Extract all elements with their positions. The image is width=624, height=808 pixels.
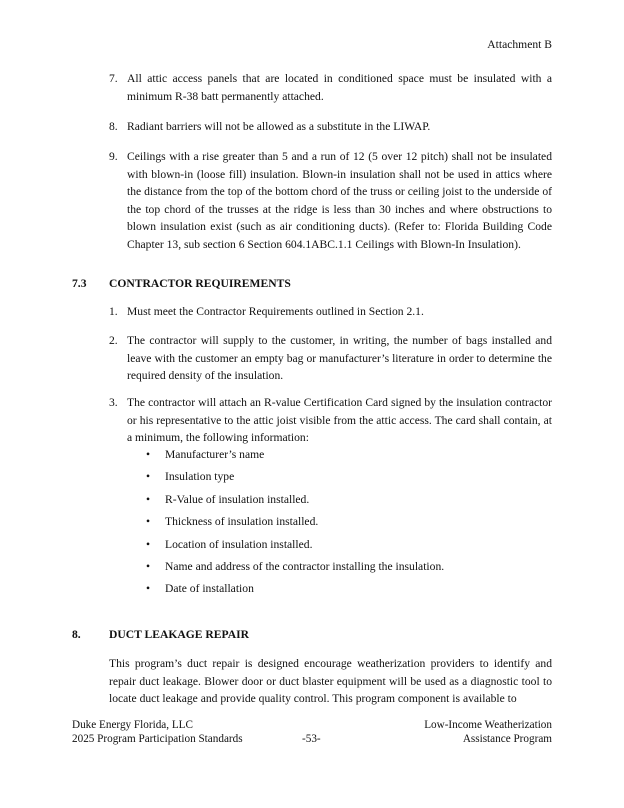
section-number: 7.3	[72, 277, 87, 290]
list-text: All attic access panels that are located in conditioned space must be insulated with a minimum R-38 batt permanently attached.	[127, 72, 552, 103]
footer-company: Duke Energy Florida, LLC	[72, 719, 193, 731]
bullet-glyph: •	[146, 515, 151, 529]
list-item-7	[109, 70, 552, 105]
bullet-glyph: •	[146, 470, 151, 484]
footer-left	[72, 718, 243, 746]
bullet-text: Thickness of insulation installed.	[165, 515, 319, 529]
attachment-label: Attachment B	[487, 38, 552, 51]
footer-right	[424, 718, 552, 746]
list-number: 8.	[109, 120, 118, 133]
list-number: 1.	[109, 305, 118, 318]
list-text: The contractor will attach an R-value Certification Card signed by the insulation contractor or his representative to the attic joist visible from the attic access. The card shall contain, at a minimum, the following information:	[127, 396, 552, 445]
list-number: 3.	[109, 396, 118, 409]
bullet-text: Name and address of the contractor installing the insulation.	[165, 559, 445, 573]
list-text: Ceilings with a rise greater than 5 and a run of 12 (5 over 12 pitch) shall not be insulated with blown-in (loose fill) insulation. Blown-in insulation shall not be used in attics where the distance from the top of the bottom chord of the truss or ceiling joist to the underside of the top chord of the trusses at the ridge is less than 30 inches and where obstructions to blown insulation exist (such as air conditioning ducts). (Refer to: Florida Building Code Chapter 13, sub section 6 Section 604.1ABC.1.1 Ceilings with Blown-In Insulation).	[127, 150, 552, 251]
page-number: -53-	[302, 733, 321, 745]
section-number: 8.	[72, 628, 81, 641]
list-item-9	[109, 148, 552, 254]
bullet-glyph: •	[146, 492, 151, 506]
footer-program-line1: Low-Income Weatherization	[424, 719, 552, 731]
footer-program-line2: Assistance Program	[462, 733, 552, 745]
section-title: CONTRACTOR REQUIREMENTS	[109, 277, 291, 290]
list-text: Must meet the Contractor Requirements outlined in Section 2.1.	[127, 305, 424, 318]
duct-repair-paragraph: This program’s duct repair is designed encourage weatherization providers to identify and repair duct leakage. Blower door or duct blaster equipment will be used as a diagnostic tool to locate duct leakage and provide quality control. This program component is available to	[109, 657, 552, 706]
bullet-glyph: •	[146, 559, 151, 573]
list-number: 2.	[109, 334, 118, 347]
footer-standards: 2025 Program Participation Standards	[72, 733, 243, 745]
bullet-glyph: •	[146, 582, 151, 596]
bullet-text: Manufacturer’s name	[165, 448, 265, 461]
contractor-item-1	[109, 303, 552, 321]
contractor-item-2	[109, 332, 552, 385]
list-text: Radiant barriers will not be allowed as a substitute in the LIWAP.	[127, 120, 431, 133]
bullet-text: Insulation type	[165, 470, 235, 484]
list-text: The contractor will supply to the customer, in writing, the number of bags installed and leave with the customer an empty bag or manufacturer’s literature in order to determine the required density of the insulation.	[127, 334, 552, 383]
list-number: 9.	[109, 150, 118, 163]
bullet-glyph: •	[146, 448, 151, 461]
list-number: 7.	[109, 72, 118, 85]
section-title: DUCT LEAKAGE REPAIR	[109, 628, 250, 641]
contractor-item-3	[109, 394, 552, 447]
bullet-text: R-Value of insulation installed.	[165, 492, 310, 506]
bullet-text: Date of installation	[165, 582, 254, 596]
bullet-glyph: •	[146, 537, 151, 551]
list-item-8	[109, 118, 552, 136]
bullet-text: Location of insulation installed.	[165, 537, 313, 551]
